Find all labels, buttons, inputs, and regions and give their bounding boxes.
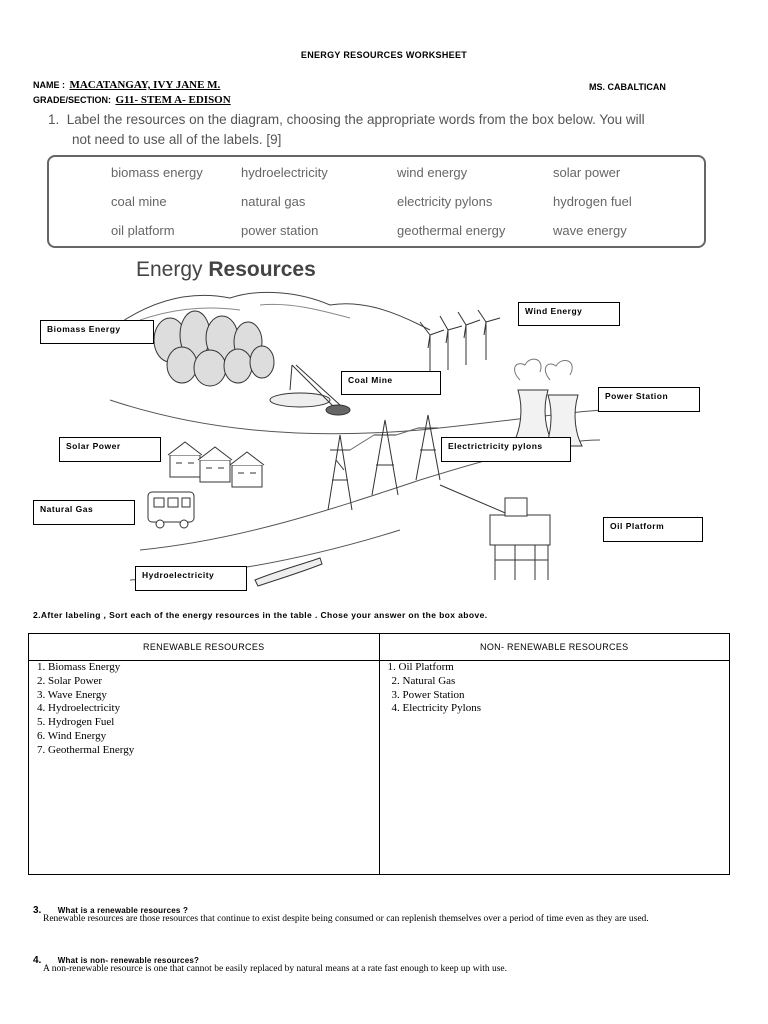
bus-icon <box>148 492 194 528</box>
q4-number: 4. <box>33 955 42 966</box>
label-biomass-energy: Biomass Energy <box>40 320 154 344</box>
q3-answer: Renewable resources are those resources that continue to exist despite being consumed or can replenish themselves over a period of time even as they are used. <box>43 914 649 924</box>
table-header-row <box>29 634 730 661</box>
list-item: 3. Wave Energy <box>37 688 107 701</box>
word-item: hydrogen fuel <box>553 194 632 209</box>
word-item: hydroelectricity <box>241 165 328 180</box>
list-item: 2. Solar Power <box>37 674 103 687</box>
label-natural-gas: Natural Gas <box>33 500 135 525</box>
coal-mine-icon <box>270 365 350 415</box>
label-power-station: Power Station <box>598 387 700 412</box>
word-item: electricity pylons <box>397 194 493 209</box>
wind-turbines-icon <box>420 310 500 375</box>
question-2-text: 2.After labeling , Sort each of the energy resources in the table . Chose your answer on the box above. <box>33 610 488 620</box>
word-item: biomass energy <box>111 165 203 180</box>
question-1-instructions <box>48 110 698 150</box>
power-station-icon <box>514 359 582 446</box>
q1-line2: not need to use all of the labels. [9] <box>72 132 282 147</box>
forest-icon <box>154 311 274 386</box>
worksheet-title: ENERGY RESOURCES WORKSHEET <box>300 50 468 60</box>
grade-line <box>33 90 231 108</box>
diagram-title-bold: Resources <box>208 258 316 281</box>
header-renewable: RENEWABLE RESOURCES <box>29 634 380 661</box>
header-non-renewable: NON- RENEWABLE RESOURCES <box>379 634 730 661</box>
label-oil-platform: Oil Platform <box>603 517 703 542</box>
q4-answer: A non-renewable resource is one that cannot be easily replaced by natural means at a rate fast enough to keep up with use. <box>43 964 508 974</box>
diagram-title-light: Energy <box>136 258 209 281</box>
solar-houses-icon <box>168 442 264 487</box>
diagram-title <box>136 258 316 282</box>
label-coal-mine: Coal Mine <box>341 371 441 395</box>
sorting-table <box>28 633 730 875</box>
label-solar-power: Solar Power <box>59 437 161 462</box>
grade-label: GRADE/SECTION: <box>33 95 112 105</box>
word-item: oil platform <box>111 223 175 238</box>
word-item: wave energy <box>553 223 627 238</box>
list-item: 1. Biomass Energy <box>37 661 121 673</box>
grade-section: G11- STEM A- EDISON <box>115 94 231 106</box>
q4-question: What is non- renewable resources? <box>57 956 200 965</box>
list-item: 5. Hydrogen Fuel <box>37 716 115 729</box>
teacher-name: MS. CABALTICAN <box>589 82 666 92</box>
list-item: 4. Electricity Pylons <box>391 702 482 715</box>
list-item: 3. Power Station <box>391 688 465 701</box>
q1-line1: Label the resources on the diagram, choosing the appropriate words from the box below. You will <box>66 112 645 127</box>
word-item: wind energy <box>397 165 468 180</box>
label-wind-energy: Wind Energy <box>518 302 620 326</box>
table-row <box>29 661 730 875</box>
word-bank-box <box>47 155 706 248</box>
list-item: 2. Natural Gas <box>391 674 456 687</box>
list-item: 4. Hydroelectricity <box>37 702 121 715</box>
word-item: natural gas <box>241 194 306 209</box>
label-hydroelectricity: Hydroelectricity <box>135 566 247 591</box>
list-item: 1. Oil Platform <box>387 661 454 673</box>
renewable-cell <box>29 661 380 875</box>
name-label: NAME : <box>33 80 65 90</box>
label-electricity-pylons: Electrictricity pylons <box>441 437 571 462</box>
word-item: power station <box>241 223 319 238</box>
hydro-pipe-icon <box>255 558 322 586</box>
word-item: coal mine <box>111 194 167 209</box>
q3-number: 3. <box>33 905 42 916</box>
list-item: 7. Geothermal Energy <box>37 743 135 756</box>
student-name: MACATANGAY, IVY JANE M. <box>69 79 221 91</box>
q3-question: What is a renewable resources ? <box>57 906 189 915</box>
list-item: 6. Wind Energy <box>37 729 107 742</box>
q1-number: 1. <box>48 112 60 127</box>
non-renewable-cell <box>379 661 730 875</box>
word-item: solar power <box>553 165 621 180</box>
mountain-ridge <box>110 292 430 330</box>
oil-platform-icon <box>440 485 550 580</box>
word-item: geothermal energy <box>397 223 506 238</box>
